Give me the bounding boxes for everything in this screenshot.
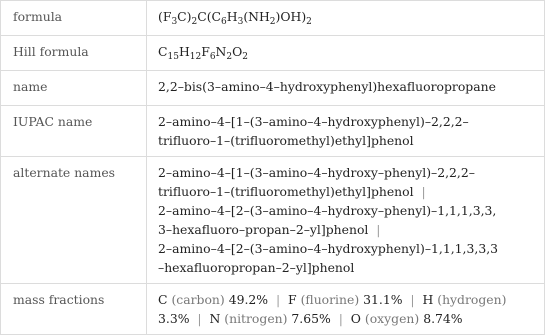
alternate-name-line: –hexafluoropropan–2–yl]phenol (158, 260, 355, 275)
name-value: 2,2–bis(3–amino–4–hydroxyphenyl)hexafluoropropane (147, 71, 545, 106)
mass-fractions-value (147, 284, 545, 335)
mass-fractions-row (1, 284, 545, 335)
iupac-line: trifluoro–1–(trifluoromethyl)ethyl]phenol (158, 133, 414, 148)
element-fraction: 3.3% (158, 311, 190, 326)
iupac-line: 2–amino–4–[1–(3–amino–4–hydroxyphenyl)–2,2,2– (158, 114, 469, 129)
iupac-name-value (147, 106, 545, 157)
element-name: (oxygen) (364, 311, 420, 326)
separator: | (421, 184, 426, 199)
separator: | (197, 311, 202, 326)
element-name: (carbon) (171, 292, 225, 307)
separator: | (410, 292, 415, 307)
element-symbol: N (209, 311, 221, 326)
element-fraction: 31.1% (363, 292, 403, 307)
mass-fractions-line (158, 309, 536, 328)
element-name: (nitrogen) (224, 311, 288, 326)
alternate-name-line: trifluoro–1–(trifluoromethyl)ethyl]phenol | (158, 184, 426, 199)
separator: | (275, 292, 281, 307)
formula-label: formula (1, 1, 147, 36)
alternate-name-line: 3–hexafluoro–propan–2–yl]phenol | (158, 222, 381, 237)
element-fraction: 49.2% (228, 292, 269, 307)
alternate-names-row (1, 157, 545, 284)
alternate-name-line: 2–amino–4–[1–(3–amino–4–hydroxy–phenyl)–2,2,2– (158, 165, 475, 180)
alternate-name-line: 2–amino–4–[2–(3–amino–4–hydroxyphenyl)–1,1,1,3,3,3 (158, 241, 499, 256)
element-name: (hydrogen) (437, 292, 507, 307)
formula-value: $(F_3C)_2C(C_6H_3(NH_2)OH)_2$ (147, 1, 545, 36)
separator: | (376, 222, 381, 237)
formula-row (1, 1, 545, 36)
iupac-name-label: IUPAC name (1, 106, 147, 157)
hill-formula-row (1, 36, 545, 71)
element-name: (fluorine) (300, 292, 360, 307)
alternate-names-label: alternate names (1, 157, 147, 284)
element-fraction: 8.74% (423, 311, 463, 326)
alternate-names-value (147, 157, 545, 284)
element-symbol: H (422, 292, 434, 307)
mass-fractions-label: mass fractions (1, 284, 147, 335)
hill-formula-value: $C_{15}H_{12}F_6N_2O_2$ (147, 36, 545, 71)
name-label: name (1, 71, 147, 106)
element-fraction: 7.65% (291, 311, 331, 326)
name-row (1, 71, 545, 106)
alternate-name-line: 2–amino–4–[2–(3–amino–4–hydroxy–phenyl)–1,1,1,3,3, (158, 203, 497, 218)
element-symbol: O (350, 311, 361, 326)
iupac-name-row (1, 106, 545, 157)
element-symbol: F (288, 292, 297, 307)
element-symbol: C (158, 292, 168, 307)
hill-formula-label: Hill formula (1, 36, 147, 71)
separator: | (338, 311, 343, 326)
mass-fractions-line (158, 290, 536, 309)
